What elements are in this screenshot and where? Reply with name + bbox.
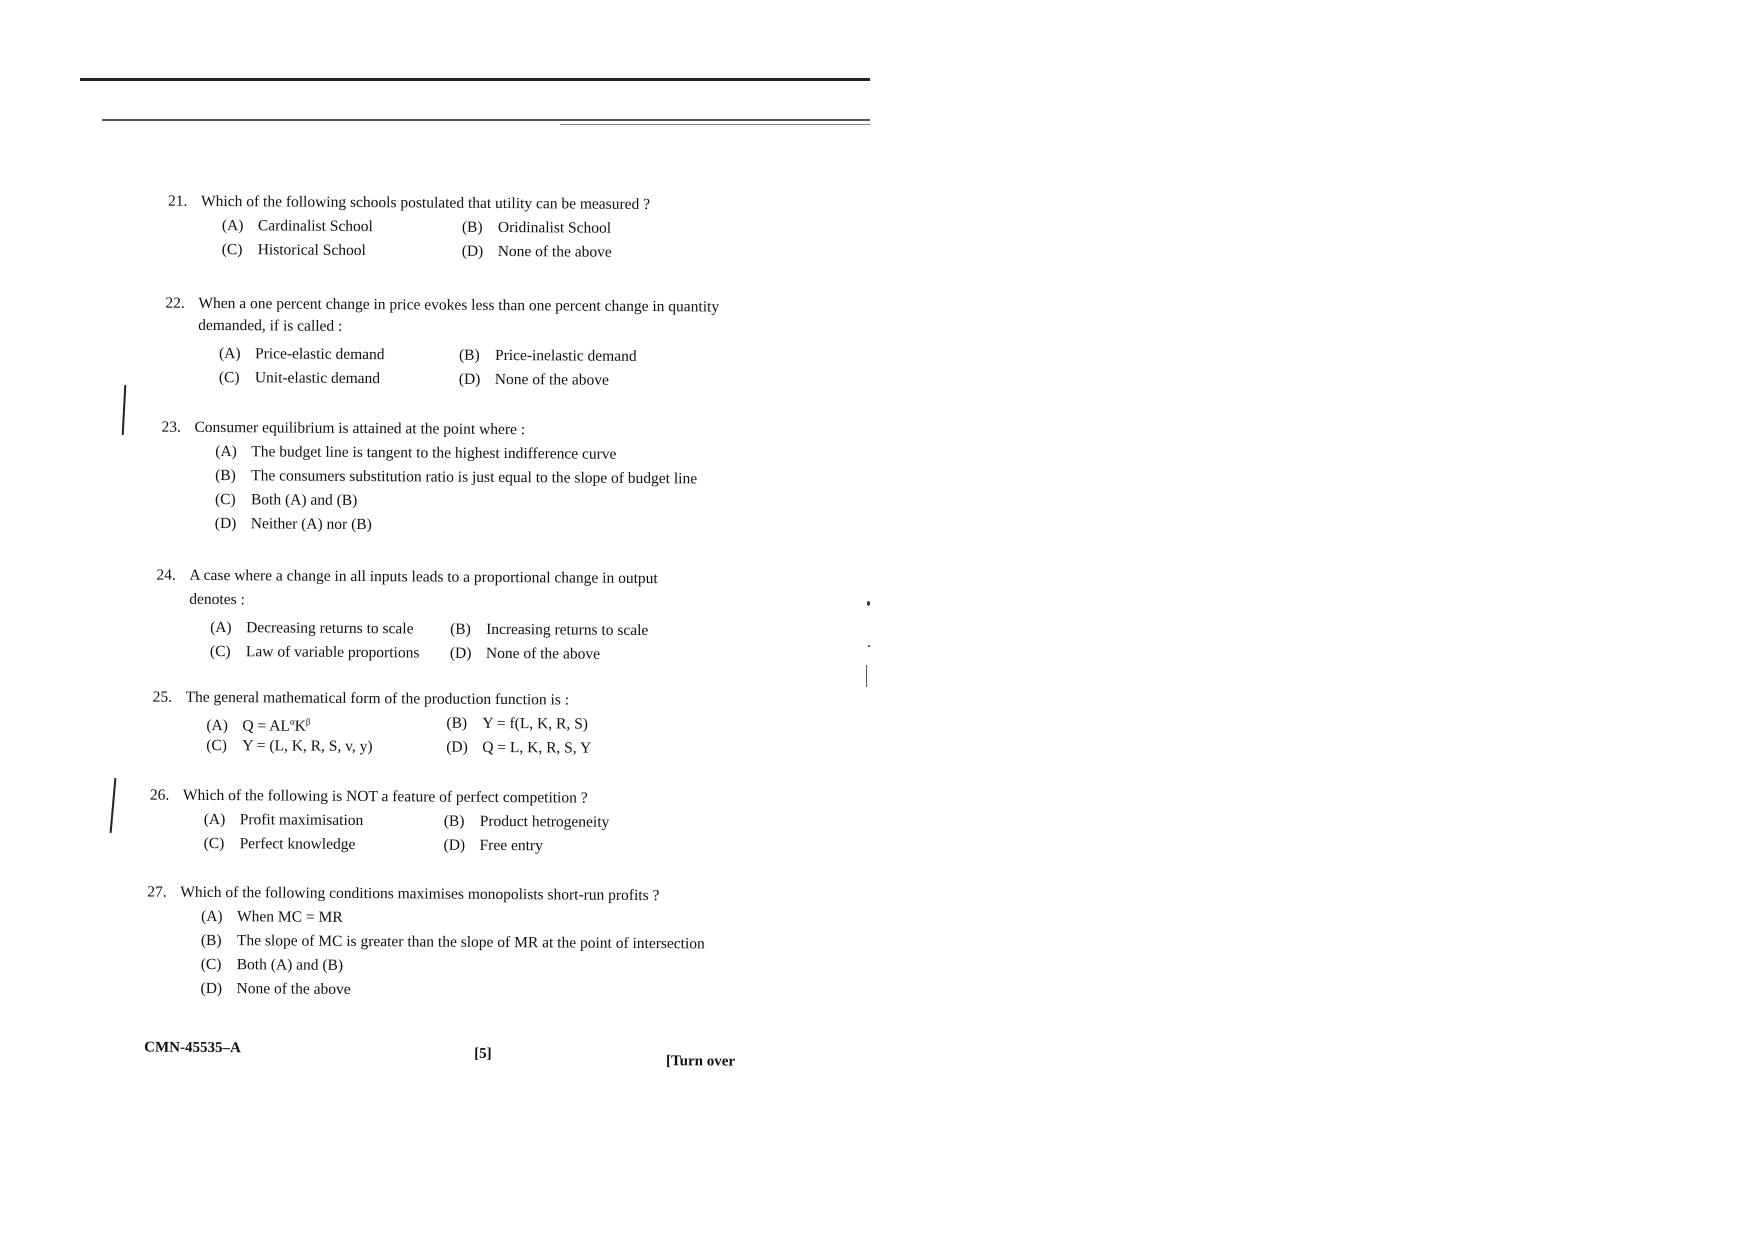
question-text: The general mathematical form of the production function is : bbox=[185, 688, 570, 709]
option-c: (C) Both (A) and (B) bbox=[214, 491, 358, 510]
option-b: (B) Oridinalist School bbox=[461, 218, 612, 237]
question-number: 22. bbox=[165, 294, 185, 312]
question-number: 23. bbox=[161, 418, 181, 436]
option-a: (A) Price-elastic demand bbox=[218, 345, 385, 364]
option-c: (C) Historical School bbox=[221, 241, 366, 260]
question-text: When a one percent change in price evokes less than one percent change in quantity bbox=[198, 294, 720, 316]
option-c: (C) Both (A) and (B) bbox=[200, 955, 344, 974]
question-text-cont: demanded, if is called : bbox=[198, 316, 343, 335]
option-c: (C) Unit-elastic demand bbox=[218, 369, 381, 388]
question-text: A case where a change in all inputs leads to a proportional change in output bbox=[189, 566, 658, 588]
question-text: Which of the following schools postulated that utility can be measured ? bbox=[201, 192, 651, 214]
option-c: (C) Law of variable proportions bbox=[209, 642, 420, 662]
page-number: [5] bbox=[474, 1045, 492, 1062]
option-d: (D) Neither (A) nor (B) bbox=[214, 515, 372, 534]
option-a: (A) Decreasing returns to scale bbox=[210, 618, 414, 638]
turn-over-note: [Turn over bbox=[666, 1053, 736, 1070]
question-text: Consumer equilibrium is attained at the point where : bbox=[194, 418, 526, 439]
option-d: (D) None of the above bbox=[449, 644, 601, 663]
option-d: (D) None of the above bbox=[458, 370, 609, 389]
option-b: (B) Price-inelastic demand bbox=[458, 346, 637, 365]
option-c: (C) Perfect knowledge bbox=[203, 834, 356, 853]
question-number: 24. bbox=[156, 566, 176, 584]
option-c: (C) Y = (L, K, R, S, v, y) bbox=[206, 736, 373, 756]
question-number: 27. bbox=[147, 883, 167, 901]
option-d: (D) Q = L, K, R, S, Y bbox=[446, 738, 592, 757]
option-b: (B) The slope of MC is greater than the slope of MR at the point of intersection bbox=[200, 931, 705, 953]
option-d: (D) Free entry bbox=[443, 836, 543, 855]
option-b: (B) The consumers substitution ratio is just equal to the slope of budget line bbox=[215, 467, 698, 488]
option-d: (D) None of the above bbox=[461, 242, 612, 261]
option-b: (B) Y = f(L, K, R, S) bbox=[446, 714, 588, 733]
option-d: (D) None of the above bbox=[200, 979, 351, 998]
paper-code: CMN-45535–A bbox=[144, 1039, 241, 1057]
option-a: (A) When MC = MR bbox=[201, 907, 343, 926]
option-b: (B) Product hetrogeneity bbox=[443, 812, 610, 831]
question-number: 26. bbox=[149, 786, 170, 804]
option-a: (A) $Q = AL^\alpha K^\beta$ bbox=[206, 716, 311, 735]
option-a: (A) Profit maximisation bbox=[203, 810, 364, 830]
question-text-cont: denotes : bbox=[189, 590, 245, 609]
question-number: 21. bbox=[168, 192, 188, 210]
option-a: (A) The budget line is tangent to the highest indifference curve bbox=[215, 443, 617, 463]
option-a: (A) Cardinalist School bbox=[221, 217, 373, 236]
option-b: (B) Increasing returns to scale bbox=[450, 620, 649, 640]
question-number: 25. bbox=[152, 688, 173, 706]
question-text: Which of the following is NOT a feature of perfect competition ? bbox=[182, 786, 588, 807]
question-text: Which of the following conditions maximises monopolists short-run profits ? bbox=[180, 883, 660, 905]
